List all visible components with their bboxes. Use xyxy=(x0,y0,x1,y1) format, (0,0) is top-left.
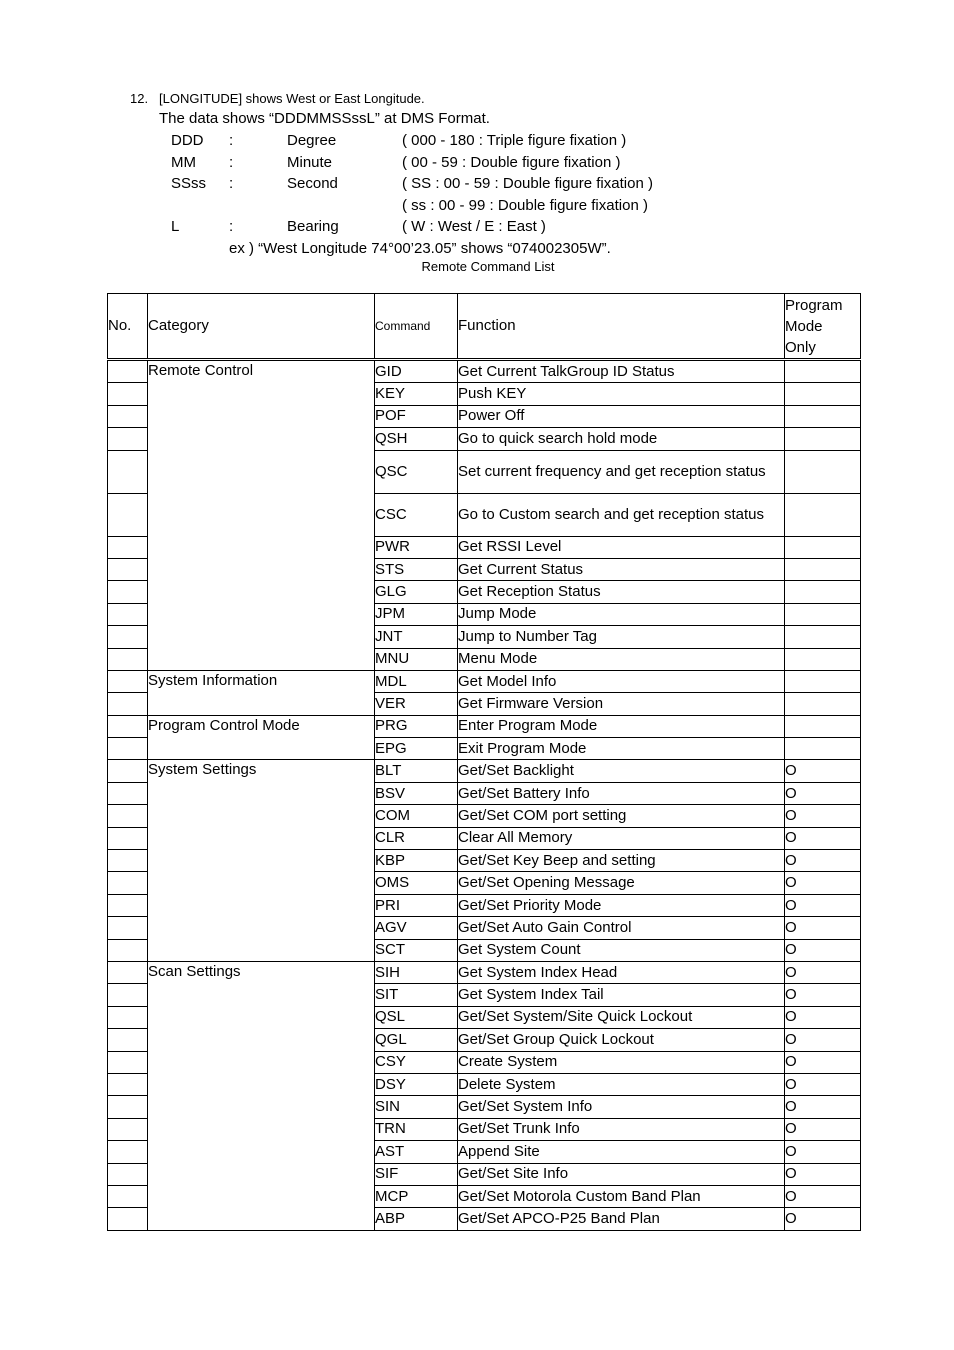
program-mode-cell xyxy=(785,648,861,670)
example-line: ex ) “West Longitude 74°00’23.05” shows “074002305W”. xyxy=(229,240,611,257)
row-number-cell xyxy=(108,715,148,737)
command-cell: QSC xyxy=(375,450,458,493)
function-cell: Menu Mode xyxy=(458,648,785,670)
function-cell: Push KEY xyxy=(458,383,785,405)
command-cell: POF xyxy=(375,405,458,427)
row-number-cell xyxy=(108,1096,148,1118)
function-cell: Get System Count xyxy=(458,939,785,961)
program-mode-cell: O xyxy=(785,827,861,849)
header-pm-line: Mode xyxy=(785,317,823,335)
row-number-cell xyxy=(108,1029,148,1051)
command-cell: SIN xyxy=(375,1096,458,1118)
command-cell: QSH xyxy=(375,428,458,450)
header-pm-line: Only xyxy=(785,338,816,356)
program-mode-cell xyxy=(785,536,861,558)
function-cell: Get/Set Key Beep and setting xyxy=(458,850,785,872)
command-cell: AGV xyxy=(375,917,458,939)
program-mode-cell xyxy=(785,493,861,536)
program-mode-cell: O xyxy=(785,1029,861,1051)
function-cell: Delete System xyxy=(458,1073,785,1095)
function-cell: Set current frequency and get reception status xyxy=(458,450,785,493)
row-number-cell xyxy=(108,1185,148,1207)
command-cell: KBP xyxy=(375,850,458,872)
table-row xyxy=(108,760,861,782)
field-name: Minute xyxy=(287,154,333,171)
row-number-cell xyxy=(108,360,148,383)
row-number-cell xyxy=(108,428,148,450)
row-number-cell xyxy=(108,581,148,603)
table-body xyxy=(108,360,861,1231)
command-cell: COM xyxy=(375,805,458,827)
field-name: Degree xyxy=(287,132,337,149)
category-cell: Remote Control xyxy=(148,360,375,671)
command-cell: CLR xyxy=(375,827,458,849)
function-cell: Get/Set System Info xyxy=(458,1096,785,1118)
row-number-cell xyxy=(108,850,148,872)
category-cell: Scan Settings xyxy=(148,961,375,1230)
remote-command-table xyxy=(107,293,861,1231)
header-function: Function xyxy=(458,294,785,360)
program-mode-cell: O xyxy=(785,805,861,827)
program-mode-cell xyxy=(785,715,861,737)
command-cell: GLG xyxy=(375,581,458,603)
field-colon: : xyxy=(229,154,234,171)
row-number-cell xyxy=(108,383,148,405)
program-mode-cell: O xyxy=(785,1006,861,1028)
function-cell: Get/Set Trunk Info xyxy=(458,1118,785,1140)
row-number-cell xyxy=(108,872,148,894)
row-number-cell xyxy=(108,1006,148,1028)
function-cell: Get Firmware Version xyxy=(458,693,785,715)
field-code: DDD xyxy=(171,132,204,149)
program-mode-cell: O xyxy=(785,1141,861,1163)
row-number-cell xyxy=(108,558,148,580)
field-code: MM xyxy=(171,154,196,171)
function-cell: Get System Index Head xyxy=(458,961,785,983)
command-cell: JPM xyxy=(375,603,458,625)
program-mode-cell: O xyxy=(785,961,861,983)
command-cell: OMS xyxy=(375,872,458,894)
program-mode-cell: O xyxy=(785,872,861,894)
table-row xyxy=(108,360,861,383)
category-cell: System Settings xyxy=(148,760,375,962)
command-cell: TRN xyxy=(375,1118,458,1140)
command-cell: MCP xyxy=(375,1185,458,1207)
function-cell: Get System Index Tail xyxy=(458,984,785,1006)
command-cell: VER xyxy=(375,693,458,715)
header-pm-line: Program xyxy=(785,296,843,314)
row-number-cell xyxy=(108,782,148,804)
row-number-cell xyxy=(108,693,148,715)
function-cell: Jump Mode xyxy=(458,603,785,625)
field-colon: : xyxy=(229,218,234,235)
command-cell: SIH xyxy=(375,961,458,983)
field-name: Bearing xyxy=(287,218,339,235)
row-number-cell xyxy=(108,603,148,625)
row-number-cell xyxy=(108,1208,148,1230)
command-cell: CSY xyxy=(375,1051,458,1073)
function-cell: Power Off xyxy=(458,405,785,427)
table-title: Remote Command List xyxy=(421,259,555,274)
function-cell: Get Reception Status xyxy=(458,581,785,603)
command-cell: PRG xyxy=(375,715,458,737)
program-mode-cell: O xyxy=(785,1163,861,1185)
program-mode-cell xyxy=(785,626,861,648)
command-cell: BSV xyxy=(375,782,458,804)
program-mode-cell: O xyxy=(785,1185,861,1207)
function-cell: Get/Set APCO-P25 Band Plan xyxy=(458,1208,785,1230)
function-cell: Get/Set System/Site Quick Lockout xyxy=(458,1006,785,1028)
command-cell: BLT xyxy=(375,760,458,782)
program-mode-cell: O xyxy=(785,1051,861,1073)
table-row xyxy=(108,715,861,737)
function-cell: Go to quick search hold mode xyxy=(458,428,785,450)
field-desc: ( W : West / E : East ) xyxy=(402,218,546,235)
function-cell: Exit Program Mode xyxy=(458,738,785,760)
function-cell: Get/Set Group Quick Lockout xyxy=(458,1029,785,1051)
program-mode-cell: O xyxy=(785,917,861,939)
program-mode-cell xyxy=(785,693,861,715)
row-number-cell xyxy=(108,939,148,961)
header-category: Category xyxy=(148,294,375,360)
row-number-cell xyxy=(108,917,148,939)
field-name: Second xyxy=(287,175,338,192)
function-cell: Clear All Memory xyxy=(458,827,785,849)
program-mode-cell: O xyxy=(785,939,861,961)
field-code: L xyxy=(171,218,180,235)
row-number-cell xyxy=(108,961,148,983)
program-mode-cell: O xyxy=(785,782,861,804)
table-row xyxy=(108,670,861,692)
note-heading-text: [LONGITUDE] shows West or East Longitude. xyxy=(159,91,425,106)
field-colon: : xyxy=(229,175,234,192)
function-cell: Get/Set Backlight xyxy=(458,760,785,782)
program-mode-cell xyxy=(785,383,861,405)
function-cell: Get/Set Site Info xyxy=(458,1163,785,1185)
command-cell: SIT xyxy=(375,984,458,1006)
command-cell: SCT xyxy=(375,939,458,961)
field-desc: ( 00 - 59 : Double figure fixation ) xyxy=(402,154,621,171)
row-number-cell xyxy=(108,648,148,670)
command-cell: PWR xyxy=(375,536,458,558)
program-mode-cell xyxy=(785,581,861,603)
program-mode-cell xyxy=(785,603,861,625)
command-cell: GID xyxy=(375,360,458,383)
function-cell: Jump to Number Tag xyxy=(458,626,785,648)
program-mode-cell: O xyxy=(785,760,861,782)
program-mode-cell: O xyxy=(785,850,861,872)
row-number-cell xyxy=(108,450,148,493)
function-cell: Get RSSI Level xyxy=(458,536,785,558)
program-mode-cell xyxy=(785,405,861,427)
category-cell: Program Control Mode xyxy=(148,715,375,760)
program-mode-cell xyxy=(785,670,861,692)
table-row xyxy=(108,961,861,983)
row-number-cell xyxy=(108,760,148,782)
table-header-row xyxy=(108,294,861,360)
row-number-cell xyxy=(108,805,148,827)
command-cell: DSY xyxy=(375,1073,458,1095)
function-cell: Get/Set Auto Gain Control xyxy=(458,917,785,939)
command-cell: CSC xyxy=(375,493,458,536)
command-cell: EPG xyxy=(375,738,458,760)
function-cell: Get Current TalkGroup ID Status xyxy=(458,360,785,383)
field-desc: ( 000 - 180 : Triple figure fixation ) xyxy=(402,132,627,149)
command-cell: KEY xyxy=(375,383,458,405)
row-number-cell xyxy=(108,1163,148,1185)
command-cell: PRI xyxy=(375,894,458,916)
command-cell: ABP xyxy=(375,1208,458,1230)
row-number-cell xyxy=(108,827,148,849)
row-number-cell xyxy=(108,405,148,427)
note-number: 12. xyxy=(130,91,149,106)
category-cell: System Information xyxy=(148,670,375,715)
row-number-cell xyxy=(108,493,148,536)
command-cell: JNT xyxy=(375,626,458,648)
program-mode-cell xyxy=(785,450,861,493)
note-heading xyxy=(130,90,425,107)
field-desc: ( SS : 00 - 59 : Double figure fixation ) xyxy=(402,175,653,192)
field-desc: ( ss : 00 - 99 : Double figure fixation ) xyxy=(402,197,648,214)
row-number-cell xyxy=(108,1118,148,1140)
program-mode-cell: O xyxy=(785,984,861,1006)
function-cell: Get/Set COM port setting xyxy=(458,805,785,827)
header-no: No. xyxy=(108,294,148,360)
command-cell: STS xyxy=(375,558,458,580)
row-number-cell xyxy=(108,984,148,1006)
field-code: SSss xyxy=(171,175,207,192)
program-mode-cell xyxy=(785,428,861,450)
header-command: Command xyxy=(375,294,458,360)
program-mode-cell: O xyxy=(785,1208,861,1230)
command-cell: MDL xyxy=(375,670,458,692)
row-number-cell xyxy=(108,1141,148,1163)
program-mode-cell: O xyxy=(785,1118,861,1140)
command-cell: MNU xyxy=(375,648,458,670)
command-cell: SIF xyxy=(375,1163,458,1185)
command-cell: QGL xyxy=(375,1029,458,1051)
field-colon: : xyxy=(229,132,234,149)
program-mode-cell xyxy=(785,558,861,580)
function-cell: Get/Set Opening Message xyxy=(458,872,785,894)
row-number-cell xyxy=(108,536,148,558)
function-cell: Get/Set Priority Mode xyxy=(458,894,785,916)
row-number-cell xyxy=(108,626,148,648)
row-number-cell xyxy=(108,1073,148,1095)
program-mode-cell: O xyxy=(785,1096,861,1118)
function-cell: Get/Set Motorola Custom Band Plan xyxy=(458,1185,785,1207)
function-cell: Create System xyxy=(458,1051,785,1073)
program-mode-cell: O xyxy=(785,1073,861,1095)
program-mode-cell: O xyxy=(785,894,861,916)
row-number-cell xyxy=(108,1051,148,1073)
command-cell: QSL xyxy=(375,1006,458,1028)
program-mode-cell xyxy=(785,738,861,760)
function-cell: Append Site xyxy=(458,1141,785,1163)
function-cell: Get/Set Battery Info xyxy=(458,782,785,804)
function-cell: Go to Custom search and get reception status xyxy=(458,493,785,536)
header-program-mode-only xyxy=(785,294,861,360)
program-mode-cell xyxy=(785,360,861,383)
function-cell: Get Model Info xyxy=(458,670,785,692)
command-cell: AST xyxy=(375,1141,458,1163)
row-number-cell xyxy=(108,738,148,760)
function-cell: Get Current Status xyxy=(458,558,785,580)
row-number-cell xyxy=(108,670,148,692)
row-number-cell xyxy=(108,894,148,916)
function-cell: Enter Program Mode xyxy=(458,715,785,737)
format-line: The data shows “DDDMMSSssL” at DMS Format. xyxy=(159,110,490,127)
